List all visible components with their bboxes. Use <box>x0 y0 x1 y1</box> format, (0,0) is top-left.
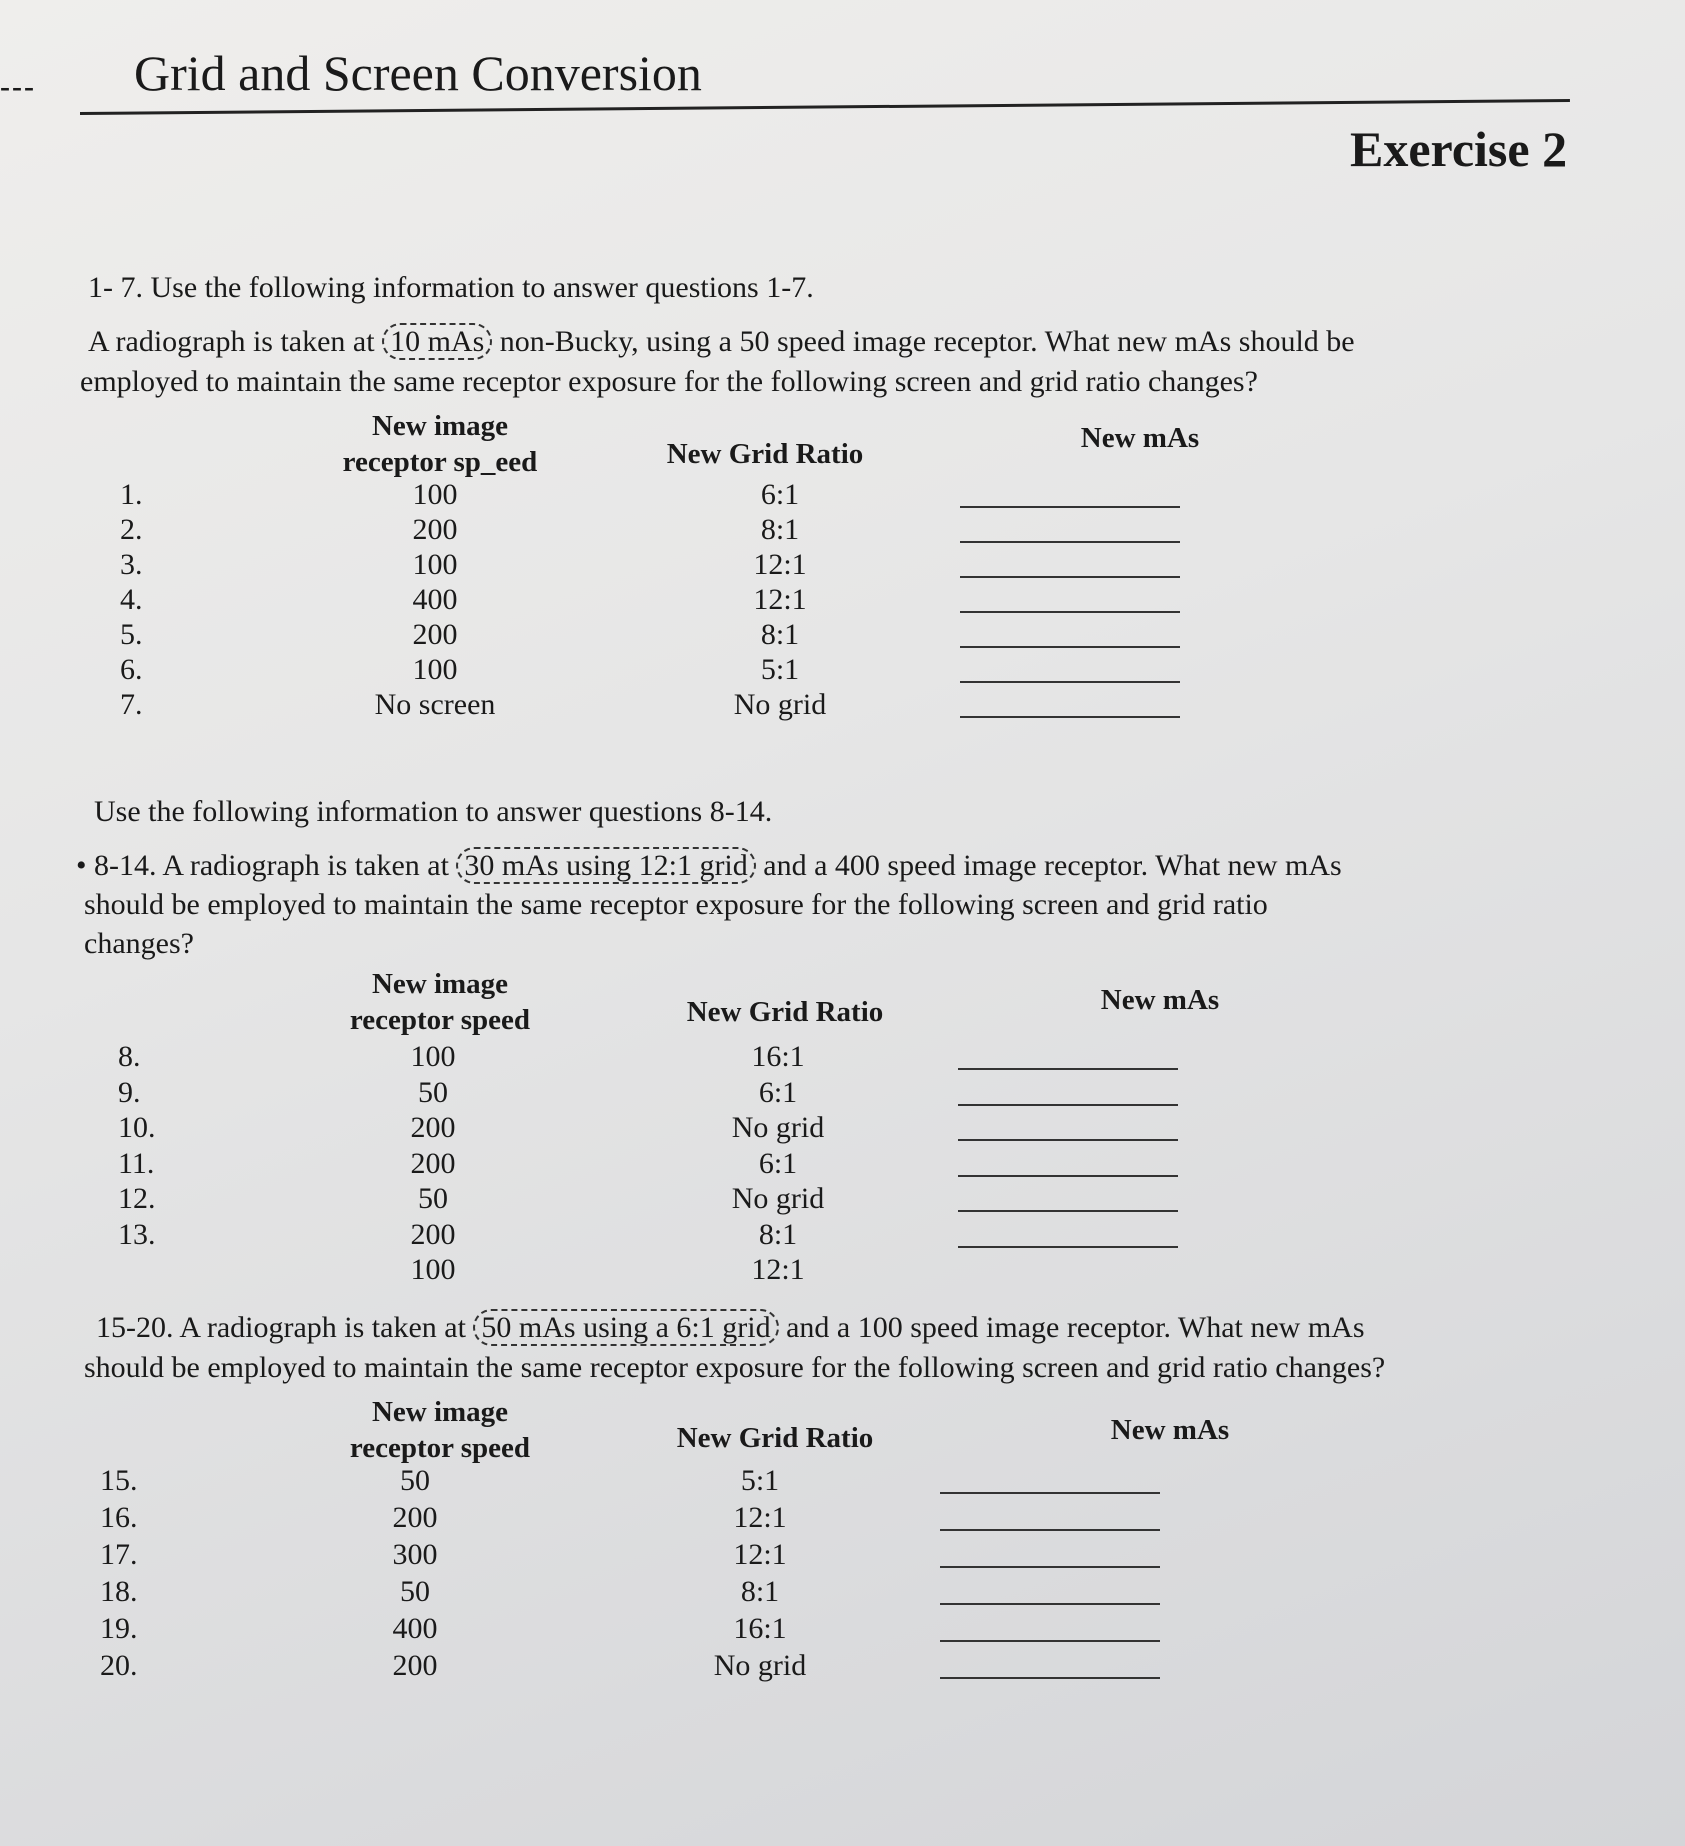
table-row <box>100 1575 1300 1611</box>
exercise-label: Exercise 2 <box>1350 121 1568 177</box>
grid-ratio-cell: 6:1 <box>758 1146 798 1180</box>
grid-ratio-cell: 6:1 <box>758 1075 798 1109</box>
row-number: 1. <box>120 478 143 511</box>
section2-head-speed <box>320 966 560 1038</box>
table-row <box>120 513 1320 549</box>
answer-blank[interactable] <box>958 1068 1178 1070</box>
section1-head-grid: New Grid Ratio <box>666 438 864 470</box>
grid-ratio-cell: 16:1 <box>751 1040 805 1073</box>
answer-blank[interactable] <box>940 1677 1160 1679</box>
row-number: 19. <box>100 1612 138 1645</box>
section1-question-line2: employed to maintain the same receptor exposure for the following screen and grid ratio changes? <box>80 365 1258 398</box>
grid-ratio-cell: 12:1 <box>751 1253 805 1286</box>
dash-marks: --- <box>0 70 36 103</box>
grid-ratio-cell: 8:1 <box>740 1575 780 1608</box>
receptor-speed-cell: 100 <box>410 1253 456 1286</box>
row-number: 3. <box>120 548 143 581</box>
section3-head-grid: New Grid Ratio <box>676 1422 874 1454</box>
grid-ratio-cell: No grid <box>731 1182 825 1215</box>
answer-blank[interactable] <box>960 576 1180 578</box>
table-row <box>100 1464 1300 1500</box>
row-number: 17. <box>100 1538 138 1571</box>
table-row <box>120 478 1320 514</box>
section3-head-speed-line2: receptor speed <box>349 1432 531 1464</box>
section2-question-line3: changes? <box>84 927 194 960</box>
receptor-speed-cell: 200 <box>410 1111 456 1144</box>
row-number: 15. <box>100 1464 138 1497</box>
table-row <box>118 1147 1318 1183</box>
section3-line1-a: 15-20. A radiograph is taken at <box>96 1311 466 1344</box>
receptor-speed-cell: 400 <box>412 583 458 616</box>
section1-circled-mas: 10 mAs <box>382 323 492 360</box>
section1-head-mas: New mAs <box>1080 422 1200 454</box>
answer-blank[interactable] <box>940 1492 1160 1494</box>
section2-circled-text: 30 mAs using 12:1 grid <box>456 847 755 884</box>
section3-head-mas: New mAs <box>1110 1414 1230 1446</box>
row-number: 4. <box>120 583 143 616</box>
answer-blank[interactable] <box>940 1640 1160 1642</box>
receptor-speed-cell: 100 <box>412 478 458 511</box>
answer-blank[interactable] <box>940 1566 1160 1568</box>
section1-intro: 1- 7. Use the following information to answer questions 1-7. <box>88 271 814 304</box>
section1-question-line1 <box>88 322 1355 362</box>
receptor-speed-cell: 300 <box>392 1538 438 1571</box>
row-number: 16. <box>100 1501 138 1534</box>
section2-head-speed-line1: New image <box>371 968 509 1000</box>
section2-intro: Use the following information to answer questions 8-14. <box>94 795 773 828</box>
row-number: 11. <box>118 1146 155 1180</box>
row-number: 7. <box>120 688 143 721</box>
section2-head-mas: New mAs <box>1100 984 1220 1016</box>
section2-question-line2: should be employed to maintain the same receptor exposure for the following screen and grid ratio <box>84 888 1268 921</box>
receptor-speed-cell: No screen <box>374 688 496 721</box>
section1-head-speed <box>320 408 560 480</box>
section1-line1-b: non-Bucky, using a 50 speed image receptor. What new mAs should be <box>499 325 1355 358</box>
answer-blank[interactable] <box>960 506 1180 508</box>
table-row <box>120 618 1320 654</box>
section2-line1-b: and a 400 speed image receptor. What new mAs <box>763 849 1342 882</box>
receptor-speed-cell: 200 <box>392 1501 438 1534</box>
table-row <box>100 1501 1300 1537</box>
receptor-speed-cell: 100 <box>412 653 458 686</box>
section2-question-line1 <box>76 846 1342 886</box>
answer-blank[interactable] <box>958 1139 1178 1141</box>
receptor-speed-cell: 100 <box>412 548 458 581</box>
receptor-speed-cell: 200 <box>412 513 458 546</box>
row-number: 8. <box>118 1040 141 1073</box>
receptor-speed-cell: 200 <box>410 1146 456 1180</box>
grid-ratio-cell: No grid <box>713 1649 807 1682</box>
section1-head-speed-line2: receptor sp_eed <box>342 446 538 478</box>
section2-line1-a: • 8-14. A radiograph is taken at <box>76 849 449 882</box>
grid-ratio-cell: No grid <box>733 688 827 721</box>
grid-ratio-cell: 8:1 <box>758 1217 798 1251</box>
table-row <box>100 1649 1300 1685</box>
grid-ratio-cell: 6:1 <box>760 478 800 511</box>
table-row <box>120 548 1320 584</box>
section3-line1-b: and a 100 speed image receptor. What new mAs <box>786 1311 1365 1344</box>
row-number: 18. <box>100 1575 138 1608</box>
row-number: 13. <box>118 1217 156 1251</box>
answer-blank[interactable] <box>958 1246 1178 1248</box>
receptor-speed-cell: 200 <box>392 1649 438 1682</box>
receptor-speed-cell: 50 <box>418 1075 448 1109</box>
grid-ratio-cell: 8:1 <box>760 513 800 546</box>
answer-blank[interactable] <box>940 1603 1160 1605</box>
row-number: 2. <box>120 513 143 546</box>
section1-line1-a: A radiograph is taken at <box>88 325 375 358</box>
answer-blank[interactable] <box>940 1529 1160 1531</box>
table-row <box>118 1253 1318 1289</box>
section3-question-line2: should be employed to maintain the same receptor exposure for the following screen and grid ratio changes? <box>84 1351 1386 1384</box>
grid-ratio-cell: 12:1 <box>733 1538 787 1571</box>
section3-head-speed-line1: New image <box>371 1396 509 1428</box>
grid-ratio-cell: 16:1 <box>733 1612 787 1645</box>
grid-ratio-cell: 8:1 <box>760 618 800 651</box>
grid-ratio-cell: 12:1 <box>753 548 807 581</box>
row-number: 9. <box>118 1075 141 1109</box>
grid-ratio-cell: 12:1 <box>733 1501 787 1534</box>
section3-circled-text: 50 mAs using a 6:1 grid <box>473 1309 778 1346</box>
table-row <box>100 1612 1300 1648</box>
table-row <box>118 1111 1318 1147</box>
section1-head-speed-line1: New image <box>371 410 509 442</box>
row-number: 10. <box>118 1111 156 1144</box>
section3-head-speed <box>320 1394 560 1466</box>
grid-ratio-cell: 5:1 <box>740 1464 780 1497</box>
receptor-speed-cell: 100 <box>410 1040 456 1073</box>
answer-blank[interactable] <box>958 1175 1178 1177</box>
table-row <box>120 653 1320 689</box>
row-number: 20. <box>100 1649 138 1682</box>
receptor-speed-cell: 200 <box>412 618 458 651</box>
table-row <box>118 1076 1318 1112</box>
receptor-speed-cell: 400 <box>392 1612 438 1645</box>
table-row <box>120 583 1320 619</box>
table-row <box>118 1040 1318 1076</box>
row-number: 5. <box>120 618 143 651</box>
answer-blank[interactable] <box>960 716 1180 718</box>
section3-question-line1 <box>96 1308 1365 1348</box>
answer-blank[interactable] <box>960 681 1180 683</box>
row-number: 6. <box>120 653 143 686</box>
answer-blank[interactable] <box>960 611 1180 613</box>
table-row <box>100 1538 1300 1574</box>
receptor-speed-cell: 50 <box>418 1182 448 1215</box>
row-number: 12. <box>118 1182 156 1215</box>
section2-head-speed-line2: receptor speed <box>349 1004 531 1036</box>
table-row <box>120 688 1320 724</box>
answer-blank[interactable] <box>958 1210 1178 1212</box>
answer-blank[interactable] <box>960 541 1180 543</box>
grid-ratio-cell: 5:1 <box>760 653 800 686</box>
table-row <box>118 1218 1318 1254</box>
receptor-speed-cell: 50 <box>400 1575 430 1608</box>
section2-head-grid: New Grid Ratio <box>686 996 884 1028</box>
receptor-speed-cell: 50 <box>400 1464 430 1497</box>
receptor-speed-cell: 200 <box>410 1217 456 1251</box>
answer-blank[interactable] <box>958 1104 1178 1106</box>
table-row <box>118 1182 1318 1218</box>
answer-blank[interactable] <box>960 646 1180 648</box>
page-title: Grid and Screen Conversion <box>134 45 702 101</box>
grid-ratio-cell: 12:1 <box>753 583 807 616</box>
grid-ratio-cell: No grid <box>731 1111 825 1144</box>
